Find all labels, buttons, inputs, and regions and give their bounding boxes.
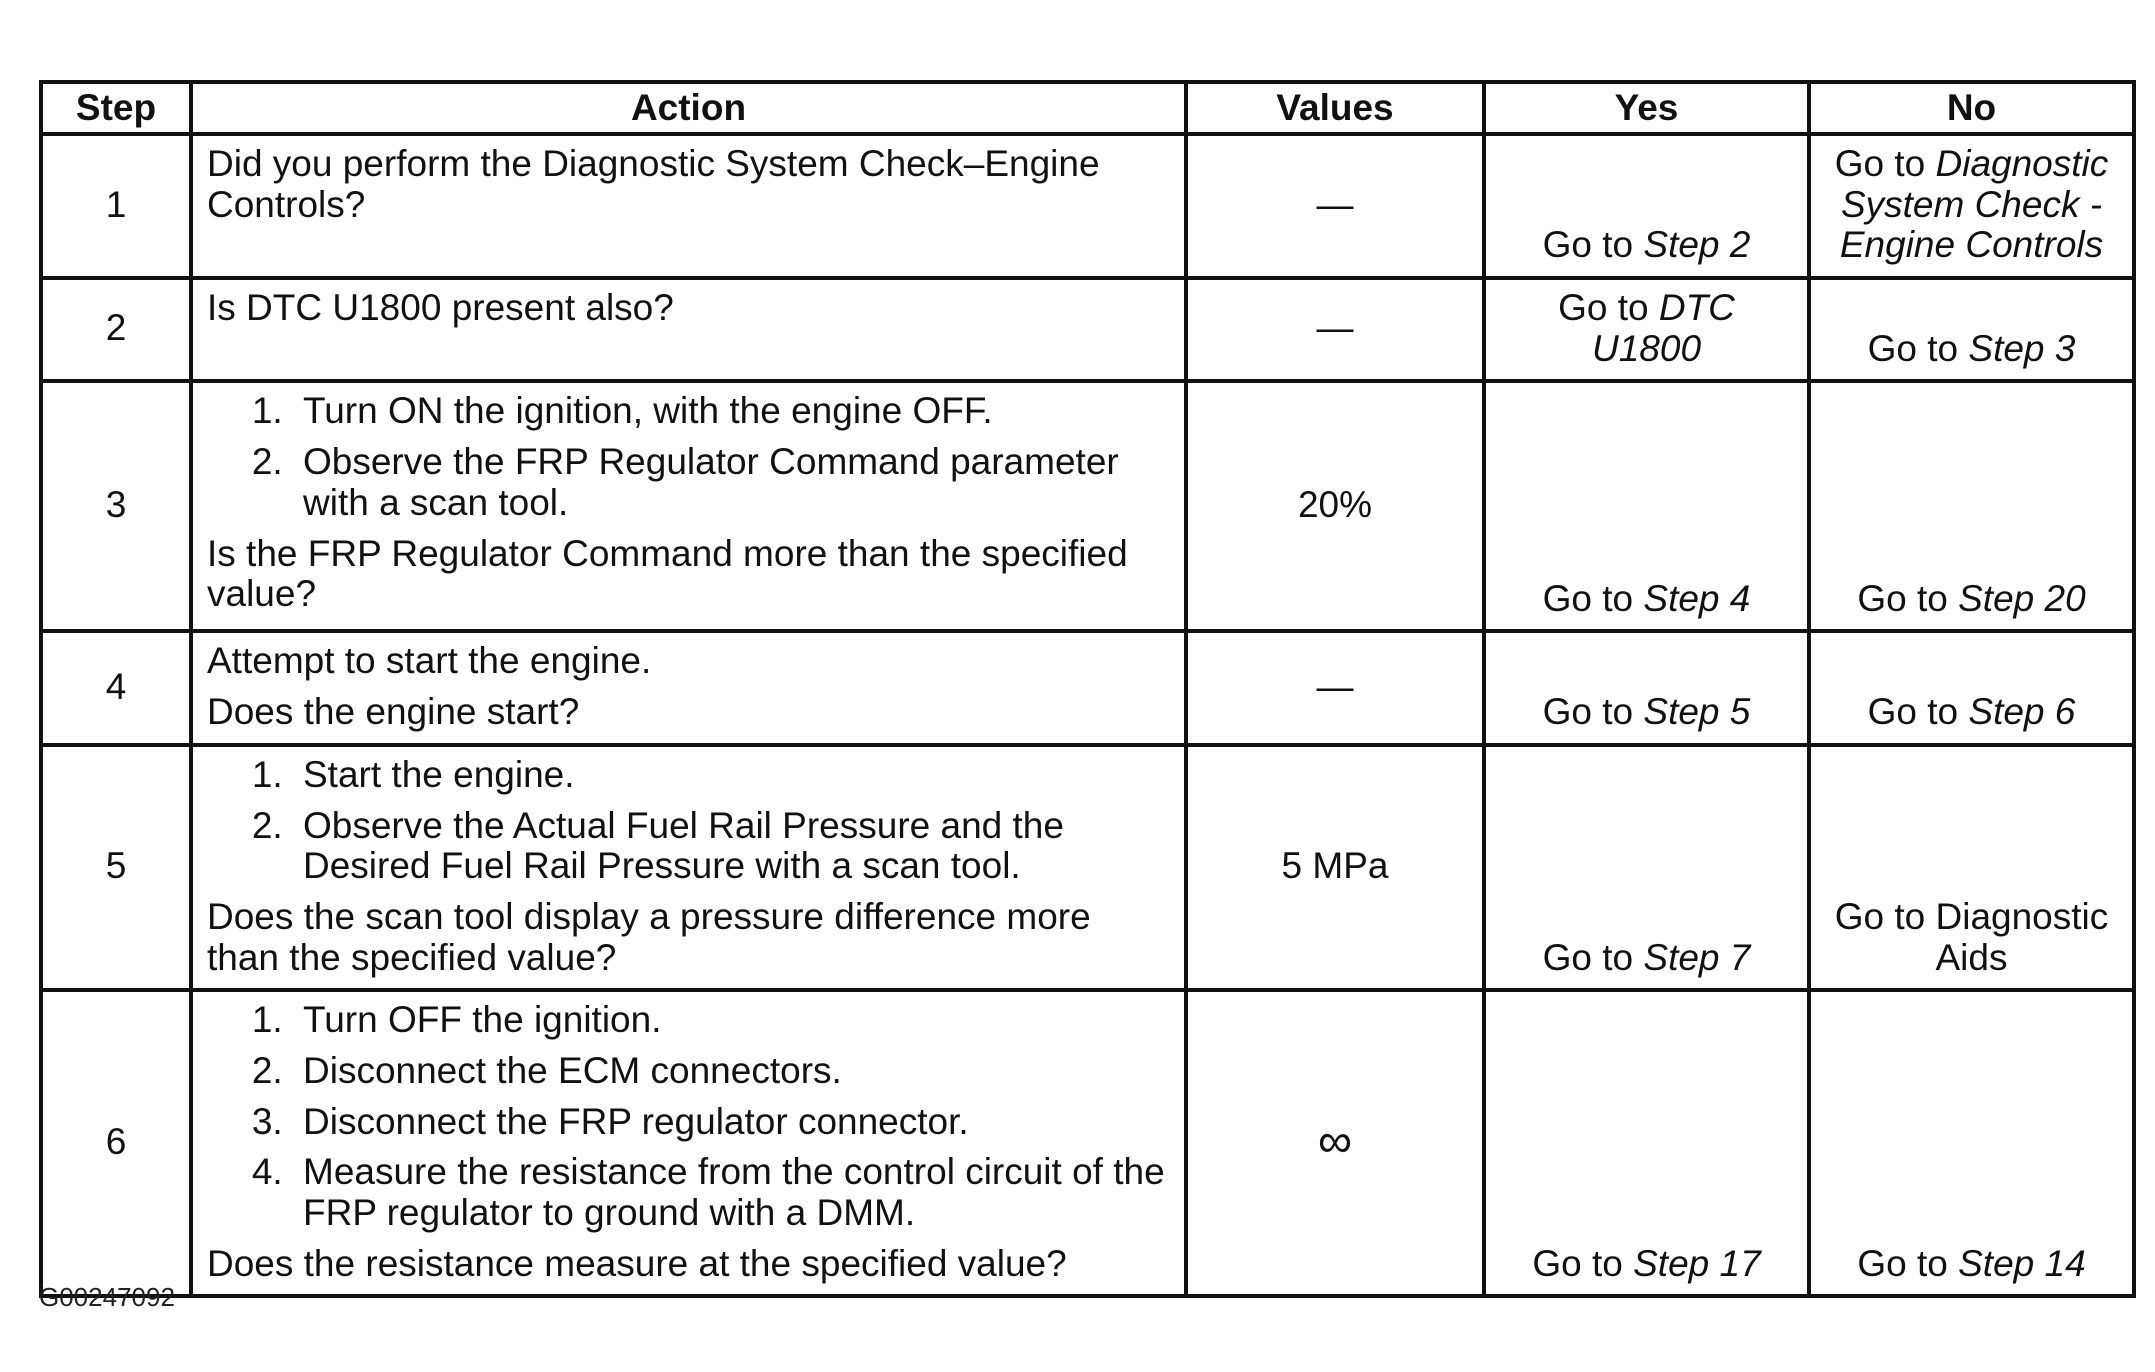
action-step: 3. Disconnect the FRP regulator connector.: [293, 1102, 1170, 1143]
action-step: 1. Start the engine.: [293, 755, 1170, 796]
table-row: [41, 278, 2134, 381]
yes-cell: [1484, 745, 1809, 990]
action-question: Is the FRP Regulator Command more than the specified value?: [207, 532, 1128, 615]
no-cell: [1809, 745, 2134, 990]
action-cell: [191, 278, 1186, 381]
no-cell: [1809, 631, 2134, 744]
step-number: 5: [41, 745, 191, 990]
no-cell: [1809, 990, 2134, 1296]
goto-target: Step 5: [1643, 691, 1751, 733]
header-yes: Yes: [1484, 82, 1809, 134]
action-steps: [207, 1000, 1170, 1233]
action-step: 2. Observe the FRP Regulator Command parameter with a scan tool.: [293, 442, 1170, 523]
action-question: Does the scan tool display a pressure difference more than the specified value?: [207, 895, 1091, 978]
yes-cell: [1484, 278, 1809, 381]
goto-target: Step 6: [1968, 691, 2076, 733]
goto-prefix: Go to: [1542, 691, 1634, 733]
goto-prefix: Go to: [1542, 224, 1634, 266]
step-number: 3: [41, 381, 191, 631]
yes-cell: [1484, 631, 1809, 744]
header-action: Action: [191, 82, 1186, 134]
goto-prefix: Go to: [1834, 143, 1926, 184]
action-question: Does the engine start?: [207, 691, 580, 733]
action-instruction: Attempt to start the engine.: [207, 640, 652, 682]
action-step: 4. Measure the resistance from the control circuit of the FRP regulator to ground with a DMM.: [293, 1152, 1170, 1233]
table-row: [41, 631, 2134, 744]
yes-cell: [1484, 381, 1809, 631]
action-cell: [191, 631, 1186, 744]
action-step: 1. Turn OFF the ignition.: [293, 1000, 1170, 1041]
yes-cell: [1484, 134, 1809, 278]
goto-target: Step 3: [1968, 327, 2076, 369]
goto-prefix: Go to: [1867, 691, 1959, 733]
header-row: [41, 82, 2134, 134]
table-row: [41, 990, 2134, 1296]
infinity-symbol: ∞: [1317, 1114, 1353, 1168]
value-cell: [1186, 990, 1484, 1296]
action-step: 2. Disconnect the ECM connectors.: [293, 1051, 1170, 1092]
action-question: Is DTC U1800 present also?: [207, 287, 674, 329]
step-number: 6: [41, 990, 191, 1296]
action-step: 2. Observe the Actual Fuel Rail Pressure and the Desired Fuel Rail Pressure with a scan tool.: [293, 806, 1170, 887]
goto-prefix: Go to: [1857, 577, 1948, 619]
action-question: Does the resistance measure at the specified value?: [207, 1242, 1067, 1284]
diagnostic-table: [39, 80, 2136, 1298]
goto-prefix: Go to: [1867, 327, 1959, 369]
goto-target: Step 20: [1958, 577, 2086, 619]
action-question: Did you perform the Diagnostic System Check–Engine Controls?: [207, 143, 1100, 225]
value-cell: —: [1186, 134, 1484, 278]
step-number: 4: [41, 631, 191, 744]
action-steps: [207, 755, 1170, 887]
goto-target: Step 2: [1643, 224, 1751, 266]
action-cell: [191, 990, 1186, 1296]
value-cell: —: [1186, 631, 1484, 744]
goto-target: Step 4: [1643, 577, 1751, 619]
goto-target: Step 14: [1958, 1242, 2086, 1284]
action-cell: [191, 745, 1186, 990]
no-cell: [1809, 278, 2134, 381]
goto-prefix: Go to: [1532, 1242, 1623, 1284]
step-number: 2: [41, 278, 191, 381]
table-row: [41, 134, 2134, 278]
goto-target: DTC U1800: [1591, 287, 1735, 369]
figure-id: G00247092: [39, 1282, 175, 1312]
goto-prefix: Go to: [1857, 1242, 1948, 1284]
action-cell: [191, 381, 1186, 631]
action-step: 1. Turn ON the ignition, with the engine OFF.: [293, 391, 1170, 432]
action-steps: [207, 391, 1170, 523]
header-no: No: [1809, 82, 2134, 134]
no-cell: [1809, 381, 2134, 631]
value-cell: 5 MPa: [1186, 745, 1484, 990]
goto-target: Step 7: [1643, 936, 1751, 978]
goto-prefix: Go to: [1542, 936, 1634, 978]
table-row: [41, 381, 2134, 631]
header-values: Values: [1186, 82, 1484, 134]
action-cell: [191, 134, 1186, 278]
no-cell: [1809, 134, 2134, 278]
value-cell: —: [1186, 278, 1484, 381]
goto-text: Go to Diagnostic Aids: [1834, 895, 2109, 978]
goto-target: Step 17: [1633, 1242, 1761, 1284]
goto-prefix: Go to: [1558, 287, 1649, 329]
yes-cell: [1484, 990, 1809, 1296]
goto-target: Diagnostic System Check - Engine Controls: [1839, 143, 2109, 266]
step-number: 1: [41, 134, 191, 278]
goto-prefix: Go to: [1542, 577, 1634, 619]
header-step: Step: [41, 82, 191, 134]
table-row: [41, 745, 2134, 990]
value-cell: 20%: [1186, 381, 1484, 631]
